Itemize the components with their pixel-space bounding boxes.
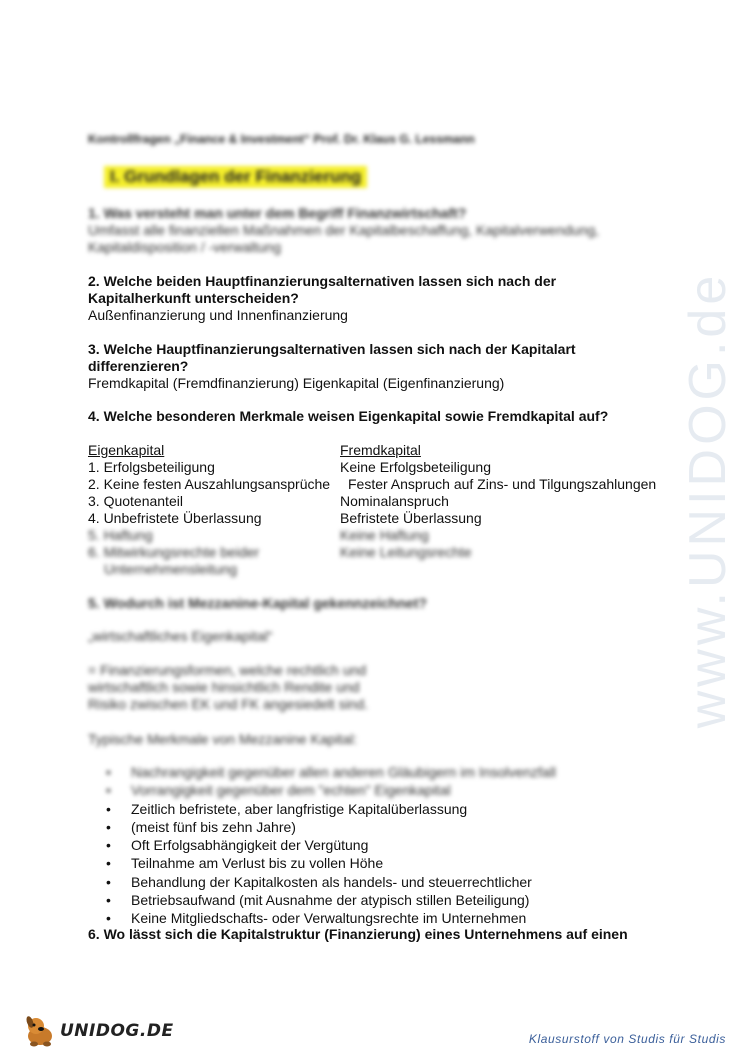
- list-item: • Nachrangigkeit gegenüber allen anderen Gläubigern im Insolvenzfall: [88, 763, 556, 781]
- q1-answer-line: Umfasst alle finanziellen Maßnahmen der Kapitalbeschaffung, Kapitalverwendung,: [88, 222, 600, 238]
- table-cell-right: Fester Anspruch auf Zins- und Tilgungszahlungen: [344, 476, 656, 493]
- list-item: • Behandlung der Kapitalkosten als handels- und steuerrechtlicher: [88, 873, 556, 891]
- table-cell-left: 2. Keine festen Auszahlungsansprüche: [88, 476, 331, 492]
- list-item: • (meist fünf bis zehn Jahre): [88, 818, 556, 836]
- q1-question: 1. Was versteht man unter dem Begriff Finanzwirtschaft?: [88, 205, 467, 221]
- col-header-eigenkapital: Eigenkapital: [88, 442, 165, 458]
- q5-definition-line: wirtschaftlich sowie hinsichtlich Rendite und: [88, 679, 360, 695]
- q5-features-intro: Typische Merkmale von Mezzanine Kapital:: [88, 731, 358, 747]
- q5-definition-line: Risiko zwischen EK und FK angesiedelt sind.: [88, 696, 369, 712]
- q3-question-line: differenzieren?: [88, 358, 189, 374]
- table-cell-left: 4. Unbefristete Überlassung: [88, 510, 262, 526]
- q3-answer: Fremdkapital (Fremdfinanzierung) Eigenkapital (Eigenfinanzierung): [88, 375, 505, 391]
- list-item: • Zeitlich befristete, aber langfristige Kapitalüberlassung: [88, 800, 556, 818]
- q1-answer-line: Kapitaldisposition / -verwaltung: [88, 239, 281, 255]
- document-header: Kontrollfragen „Finance & Investment“ Prof. Dr. Klaus G. Lessmann: [88, 132, 475, 146]
- table-cell-left: 5. Haftung: [88, 527, 153, 543]
- q5-definition-line: = Finanzierungsformen, welche rechtlich und: [88, 662, 367, 678]
- table-cell-right: Keine Erfolgsbeteiligung: [340, 459, 491, 475]
- table-cell-left: 1. Erfolgsbeteiligung: [88, 459, 215, 475]
- q3-question-line: 3. Welche Hauptfinanzierungsalternativen lassen sich nach der Kapitalart: [88, 341, 576, 357]
- mezzanine-feature-list: [88, 763, 556, 928]
- q4-question: 4. Welche besonderen Merkmale weisen Eigenkapital sowie Fremdkapital auf?: [88, 408, 609, 424]
- unidog-logo: [22, 1014, 174, 1048]
- list-item: • Vorrangigkeit gegenüber dem "echten" Eigenkapital: [88, 781, 556, 799]
- list-item: • Keine Mitgliedschafts- oder Verwaltungsrechte im Unternehmen: [88, 909, 556, 927]
- footer-tagline: Klausurstoff von Studis für Studis: [528, 1032, 726, 1046]
- dog-icon: [22, 1014, 58, 1048]
- list-item: • Teilnahme am Verlust bis zu vollen Höhe: [88, 854, 556, 872]
- table-cell-right: Nominalanspruch: [340, 493, 449, 509]
- logo-text: UNIDOG.DE: [60, 1021, 174, 1041]
- q2-question-line: 2. Welche beiden Hauptfinanzierungsalternativen lassen sich nach der: [88, 273, 557, 289]
- table-cell-left: 6. Mitwirkungsrechte beider: [88, 544, 260, 560]
- table-cell-left: 3. Quotenanteil: [88, 493, 183, 509]
- col-header-fremdkapital: Fremdkapital: [340, 442, 421, 458]
- watermark: www.UNIDOG.de: [679, 271, 737, 729]
- q5-question: 5. Wodurch ist Mezzanine-Kapital gekennzeichnet?: [88, 595, 427, 611]
- list-item: • Oft Erfolgsabhängigkeit der Vergütung: [88, 836, 556, 854]
- q6-question: 6. Wo lässt sich die Kapitalstruktur (Finanzierung) eines Unternehmens auf einen: [88, 926, 628, 942]
- q2-answer: Außenfinanzierung und Innenfinanzierung: [88, 307, 348, 323]
- list-item: • Betriebsaufwand (mit Ausnahme der atypisch stillen Beteiligung): [88, 891, 556, 909]
- table-cell-left: Unternehmensleitung: [104, 561, 238, 577]
- section-title: I. Grundlagen der Finanzierung: [104, 166, 367, 188]
- q2-question-line: Kapitalherkunft unterscheiden?: [88, 290, 299, 306]
- table-cell-right: Keine Haftung: [340, 527, 429, 543]
- q5-quote: „wirtschaftliches Eigenkapital“: [88, 628, 273, 644]
- table-cell-right: Keine Leitungsrechte: [340, 544, 472, 560]
- table-cell-right: Befristete Überlassung: [340, 510, 482, 526]
